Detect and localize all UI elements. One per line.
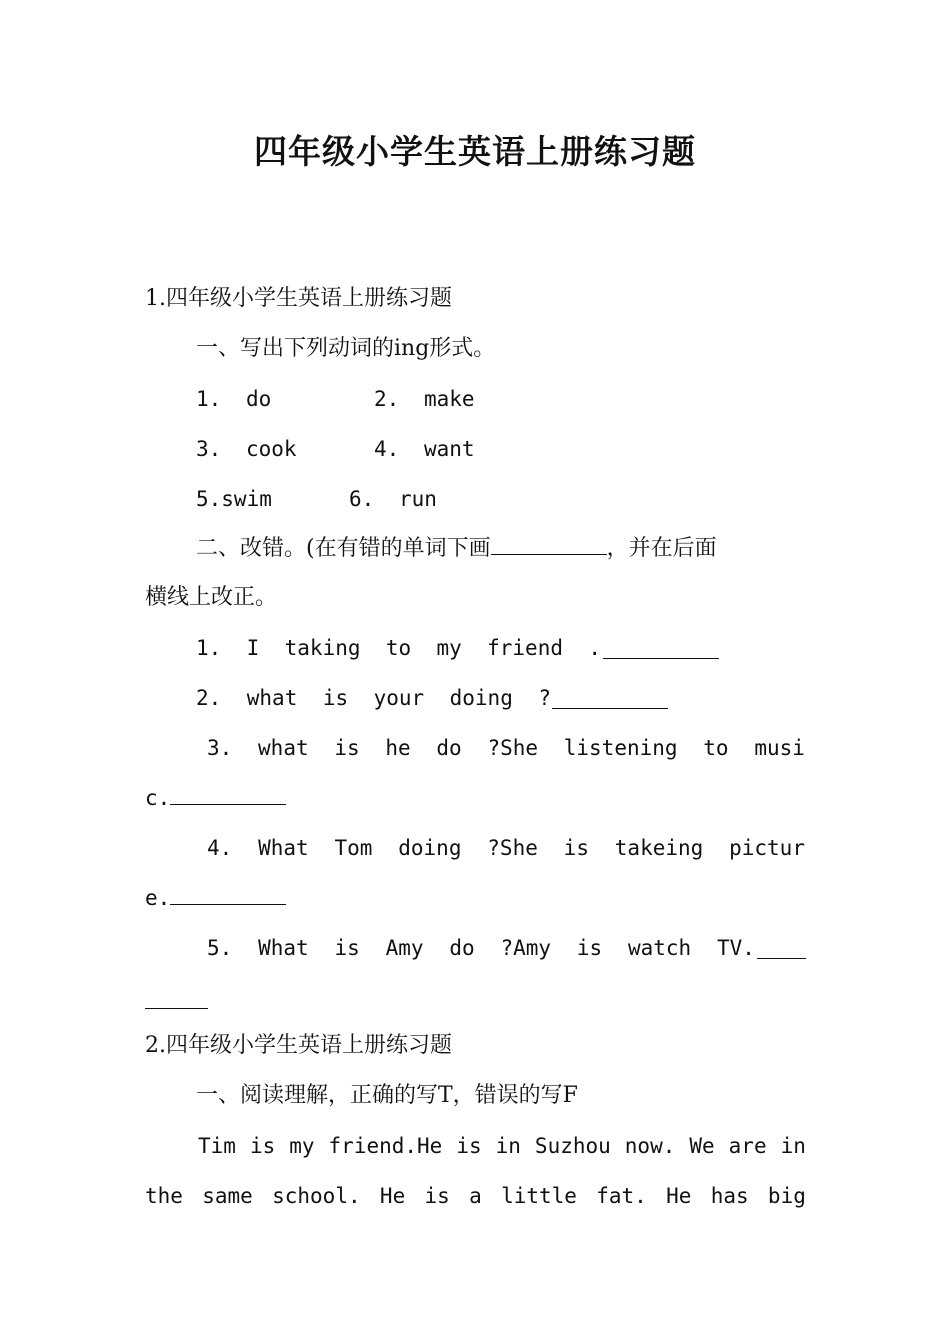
word: e. [145,886,171,910]
word: doing [449,686,513,710]
word: is [563,836,589,860]
correction-question-1 [196,634,601,662]
section-2-heading: 2.四年级小学生英语上册练习题 [145,1033,452,1058]
word: same [202,1184,253,1208]
word: listening [563,736,678,760]
word: 2. [196,686,222,710]
correction-question-3 [207,734,805,762]
correction-question-2 [196,684,551,712]
word: . [588,636,601,660]
word: fat. [596,1184,647,1208]
verb-item-number: 1. [196,387,222,411]
word: musi [754,736,805,760]
passage-line-1 [198,1132,806,1160]
word: friend.He [328,1134,443,1158]
word: what [246,686,298,710]
word: is [334,736,360,760]
answer-blank[interactable] [491,534,607,555]
word: in [780,1134,806,1158]
word: ?She [487,836,538,860]
word: Tom [334,836,373,860]
word: doing [398,836,462,860]
word: is [456,1134,482,1158]
word: my [436,636,462,660]
word: your [373,686,425,710]
part-2-heading-continued: 横线上改正。 [145,585,278,610]
word: I [246,636,260,660]
word: friend [487,636,563,660]
word: do [436,736,462,760]
answer-blank[interactable] [603,638,719,659]
word: taking [284,636,361,660]
answer-blank[interactable] [170,884,286,905]
verb-item-6 [349,485,437,513]
word: ? [538,686,551,710]
word: Tim [198,1134,236,1158]
word: school. [272,1184,361,1208]
word: He [379,1184,406,1208]
word: the [145,1184,183,1208]
verb-item-number: 3. [196,437,222,461]
part-2-heading [196,534,717,563]
word: big [767,1184,806,1208]
word: c. [145,786,171,810]
verb-item-4 [374,435,475,463]
verb-item-word: want [424,437,475,461]
word: to [703,736,729,760]
correction-question-4-continued [145,884,286,912]
word: takeing [614,836,704,860]
word: what [258,736,309,760]
verb-item-3 [196,435,297,463]
section-1-heading: 1.四年级小学生英语上册练习题 [145,286,452,311]
correction-question-5 [207,934,755,962]
word: Suzhou [534,1134,611,1158]
answer-blank[interactable] [552,688,668,709]
verb-item-2 [374,385,475,413]
correction-question-4 [207,834,805,862]
part-1-heading: 一、写出下列动词的ing形式。 [196,336,496,361]
verb-item-number: 6. [349,487,375,511]
word: What [258,936,309,960]
word: do [449,936,475,960]
word: What [258,836,309,860]
word: little [501,1184,577,1208]
verb-item-number: 5.swim [196,487,272,511]
word: are [728,1134,767,1158]
word: 1. [196,636,222,660]
word: ?Amy [500,936,552,960]
correction-question-3-continued [145,784,286,812]
word: is [322,686,349,710]
word: now. [624,1134,676,1158]
verb-item-word: cook [246,437,297,461]
word: my [289,1134,315,1158]
word: is [576,936,603,960]
verb-item-1 [196,385,272,413]
answer-blank[interactable] [757,938,806,959]
word: We [689,1134,715,1158]
passage-line-2 [145,1182,806,1210]
part-2-heading-text: 二、改错。(在有错的单词下画 [196,536,491,561]
verb-item-word: run [399,487,437,511]
part-2-heading-text-end: ，并在后面 [606,536,717,561]
word: to [385,636,412,660]
word: pictur [729,836,805,860]
verb-item-word: make [424,387,475,411]
verb-item-number: 2. [374,387,400,411]
word: is [334,936,360,960]
verb-item-5 [196,485,272,513]
word: watch [627,936,692,960]
word: 5. [207,936,233,960]
word: Amy [385,936,424,960]
word: is [424,1184,450,1208]
word: has [710,1184,749,1208]
word: TV. [717,936,755,960]
word: 4. [207,836,233,860]
word: a [469,1184,482,1208]
verb-item-number: 4. [374,437,400,461]
word: in [495,1134,521,1158]
word: is [249,1134,276,1158]
word: He [666,1184,692,1208]
word: ?She [487,736,539,760]
reading-heading: 一、阅读理解，正确的写T，错误的写F [196,1083,578,1108]
word: 3. [207,736,233,760]
document-title: 四年级小学生英语上册练习题 [254,132,696,171]
answer-blank-continued[interactable] [145,988,208,1009]
answer-blank[interactable] [170,784,286,805]
word: he [385,736,411,760]
verb-item-word: do [246,387,272,411]
